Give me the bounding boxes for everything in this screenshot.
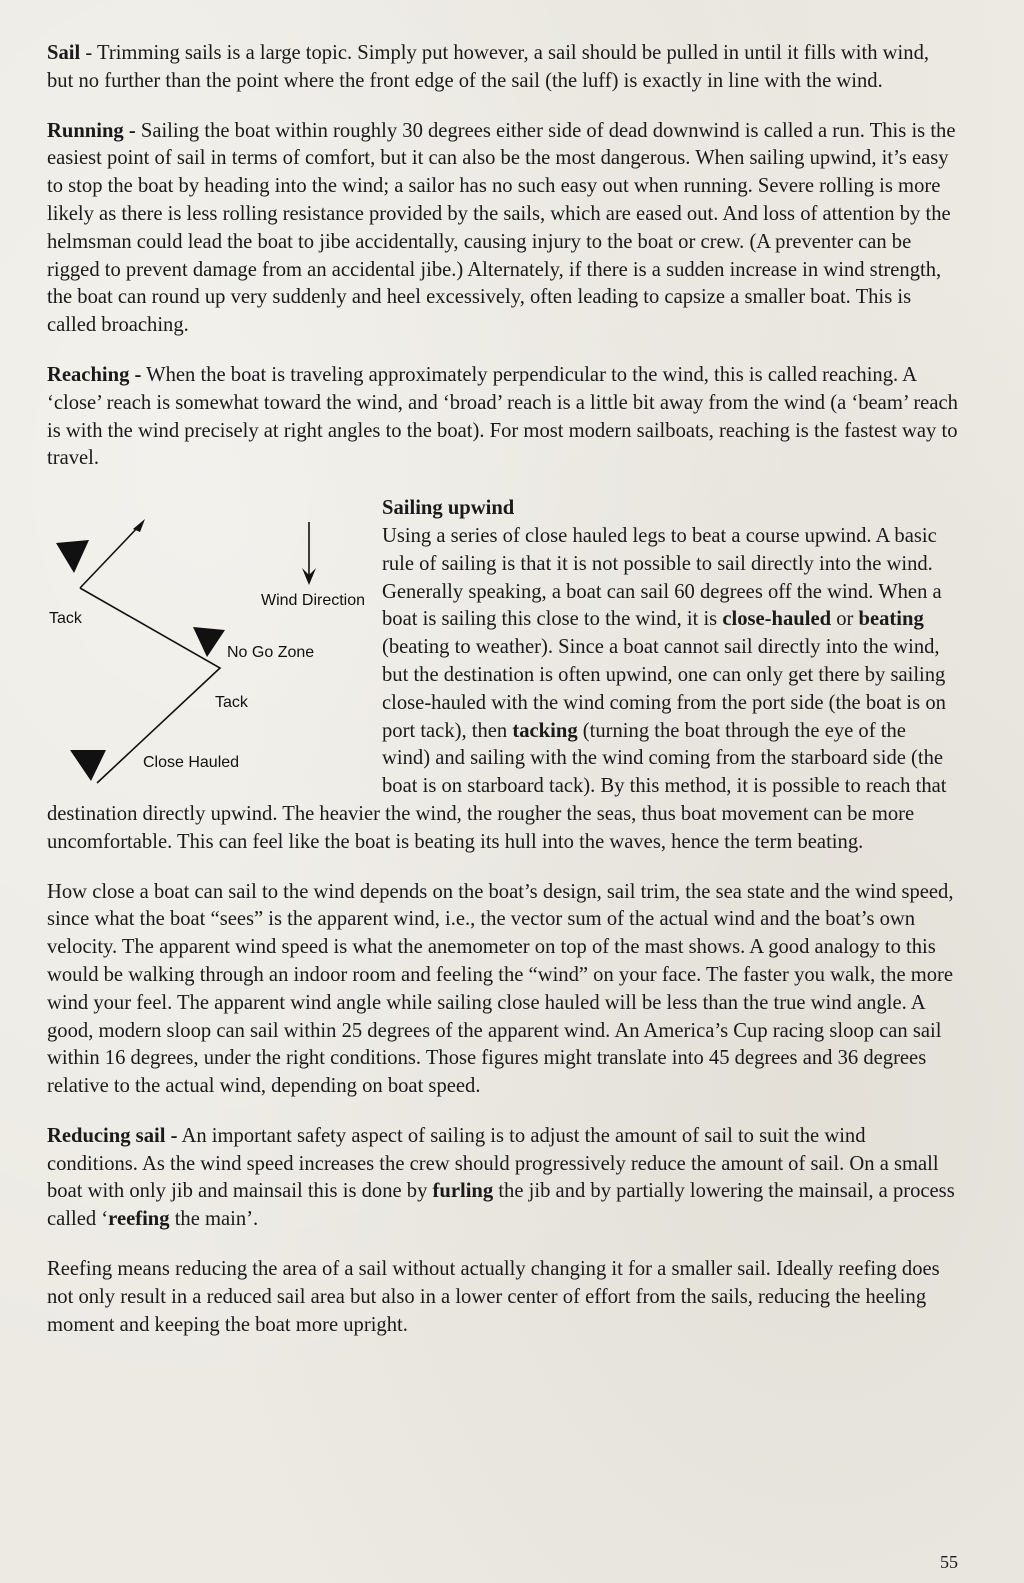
term-tacking: tacking — [512, 719, 578, 742]
reducing-text-3: the main’. — [169, 1208, 259, 1231]
boat-marker-bottom — [70, 750, 106, 781]
boat-marker-middle — [193, 627, 225, 657]
course-line-top — [80, 525, 140, 588]
reducing-text-1: An important safety aspect of sailing is to adjust the amount of sail to suit the wind conditions. As the wind speed increases the crew should progressively reduce the amount of sail. On a small boat with only jib and mainsail this is done by — [47, 1124, 939, 1203]
upwind-text-3: (beating to weather). Since a boat cannot sail directly into the wind, but the destination is often upwind, one can only get there by sailing close-hauled with the wind coming from the port side (the boat is on port tack), then — [382, 636, 946, 742]
label-close-hauled: Close Hauled — [143, 754, 240, 772]
paragraph-running — [47, 118, 959, 340]
label-tack-middle: Tack — [215, 694, 248, 712]
label-tack-top: Tack — [49, 610, 82, 628]
term-sail: Sail — [47, 42, 81, 64]
tacking-diagram-svg — [47, 493, 382, 788]
label-no-go-zone: No Go Zone — [227, 644, 315, 662]
term-reducing-sail: Reducing sail - — [47, 1124, 178, 1147]
paragraph-running-text: Sailing the boat within roughly 30 degrees either side of dead downwind is called a run. This is the easiest point of sail in terms of comfort, but it can also be the most dangerous. When sailing upwind, it’s easy to stop the boat by heading into the wind; a sailor has no such easy out when running. Severe rolling is more likely as there is less rolling resistance provided by the sails, which are eased out. And loss of attention by the helmsman could lead the boat to jibe accidentally, causing injury to the boat or crew. (A preventer can be rigged to prevent damage from an accidental jibe.) Alternately, if there is a sudden increase in wind strength, the boat can round up very suddenly and heel excessively, often leading to capsize a smaller boat. This is called broaching. — [47, 119, 956, 337]
page-number: 55 — [940, 1552, 958, 1572]
term-reaching: Reaching - — [47, 363, 142, 386]
upwind-text-2: or — [831, 608, 859, 631]
paragraph-reaching-text: When the boat is traveling approximately perpendicular to the wind, this is called reaching. A ‘close’ reach is somewhat toward the wind, and ‘broad’ reach is a little bit away from the wind (a ‘beam’ reach is with the wind precisely at right angles to the boat). For most modern sailboats, reaching is the fastest way to travel. — [47, 363, 958, 470]
term-reefing: reefing — [108, 1208, 170, 1231]
label-wind-direction: Wind Direction — [261, 592, 366, 610]
heading-sailing-upwind: Sailing upwind — [382, 497, 515, 520]
paragraph-sail-text: - Trimming sails is a large topic. Simply put however, a sail should be pulled in until it fills with wind, but no further than the point where the front edge of the sail (the luff) is exactly in line with the wind. — [47, 42, 930, 92]
paragraph-reducing-sail — [47, 1123, 959, 1234]
tacking-diagram — [47, 493, 382, 788]
paragraph-reaching — [47, 362, 959, 473]
upwind-text-1: Using a series of close hauled legs to beat a course upwind. A basic rule of sailing is that it is not possible to sail directly into the wind. Generally speaking, a boat can sail 60 degrees off the wind. When a boat is sailing this close to the wind, it is — [382, 524, 942, 631]
paragraph-reefing: Reefing means reducing the area of a sail without actually changing it for a smaller sail. Ideally reefing does not only result in a reduced sail area but also in a lower center of effort from the sails, reducing the heeling moment and keeping the boat more upright. — [47, 1258, 940, 1336]
paragraph-how-close: How close a boat can sail to the wind depends on the boat’s design, sail trim, the sea state and the wind speed, since what the boat “sees” is the apparent wind, i.e., the vector sum of the actual wind and the boat’s own velocity. The apparent wind speed is what the anemometer on top of the mast shows. A good analogy to this would be walking through an indoor room and feeling the “wind” on your face. The faster you walk, the more wind your feel. The apparent wind angle while sailing close hauled will be less than the true wind angle. A good, modern sloop can sail within 25 degrees of the apparent wind. An America’s Cup racing sloop can sail within 16 degrees, under the right conditions. Those figures might translate into 45 degrees and 36 degrees relative to the actual wind, depending on boat speed. — [47, 880, 954, 1098]
boat-marker-top — [56, 540, 89, 573]
term-furling: furling — [432, 1180, 494, 1203]
reducing-text-2: the jib and by partially lowering the mainsail, a process called ‘ — [47, 1180, 955, 1231]
term-beating: beating — [858, 608, 924, 631]
upwind-text-4: (turning the boat through the eye of the wind) and sailing with the wind coming from the starboard side (the boat is on starboard tack). By this method, it is possible to reach that destination directly upwind. The heavier the wind, the rougher the seas, thus boat movement can be more uncomfortable. This can feel like the boat is beating its hull into the waves, hence the term beating. — [47, 719, 947, 853]
term-close-hauled: close-hauled — [722, 608, 832, 631]
paragraph-sail — [47, 40, 959, 96]
term-running: Running - — [47, 119, 136, 142]
page-content — [47, 40, 959, 1361]
